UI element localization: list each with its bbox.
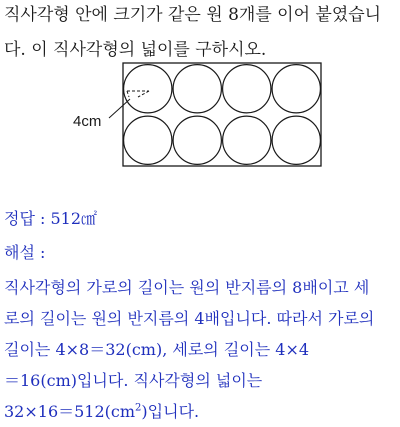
outer-rectangle	[123, 63, 321, 166]
question-line-1: 직사각형 안에 크기가 같은 원 8개를 이어 붙였습니	[4, 5, 382, 25]
radius-marker	[127, 91, 149, 97]
circle	[124, 65, 172, 113]
solution-line-5	[4, 396, 398, 427]
solution-line-5-pre: 32×16＝512(cm	[4, 402, 136, 421]
solution-line-5-post: )입니다.	[141, 402, 200, 421]
answer-label: 정답 :	[4, 209, 51, 228]
solution-line-3: 길이는 4×8＝32(cm), 세로의 길이는 4×4	[4, 340, 310, 359]
circle	[124, 116, 172, 164]
circle	[223, 65, 271, 113]
circle	[223, 116, 271, 164]
answer-row	[4, 208, 398, 230]
question-line-2: 다. 이 직사각형의 넓이를 구하시오.	[4, 40, 267, 60]
circle-group	[124, 65, 321, 165]
circle	[173, 65, 221, 113]
solution-line-4: ＝16(cm)입니다. 직사각형의 넓이는	[4, 371, 263, 390]
radius-leader-line	[109, 99, 130, 118]
solution-label: 해설 :	[4, 243, 46, 262]
rectangle-circles-figure	[0, 60, 400, 172]
solution-line-2: 로의 길이는 원의 반지름의 4배입니다. 따라서 가로의	[4, 309, 375, 328]
solution-line-5-sup: 2	[135, 402, 142, 414]
radius-label: 4cm	[73, 113, 102, 130]
circle	[272, 116, 320, 164]
answer-value: 512㎠	[50, 209, 98, 228]
solution-line-1: 직사각형의 가로의 길이는 원의 반지름의 8배이고 세	[4, 278, 370, 297]
circle	[272, 65, 320, 113]
solution-body	[4, 272, 398, 427]
circle	[173, 116, 221, 164]
